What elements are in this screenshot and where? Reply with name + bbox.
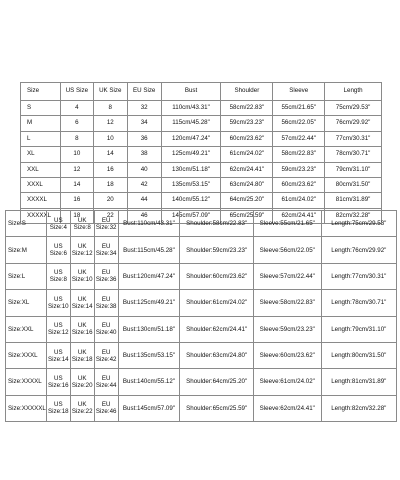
table-cell: 145cm/57.09" bbox=[161, 208, 221, 223]
region-size-value: Size:6 bbox=[49, 250, 67, 258]
region-size-value: Size:42 bbox=[95, 355, 117, 363]
table-cell: XXXL bbox=[21, 177, 61, 192]
measurement-cell: Sleeve:56cm/22.05" bbox=[253, 237, 321, 263]
region-size-value: Size:4 bbox=[49, 223, 67, 231]
region-size-value: Size:8 bbox=[49, 276, 67, 284]
region-label: US bbox=[54, 322, 63, 330]
region-size-cell bbox=[46, 211, 70, 237]
table-cell: 44 bbox=[127, 193, 161, 208]
table-cell: 8 bbox=[93, 101, 127, 116]
table-cell: 16 bbox=[93, 162, 127, 177]
region-label: EU bbox=[101, 401, 111, 409]
size-cell: Size:S bbox=[6, 211, 47, 237]
region-size-cell bbox=[94, 342, 118, 368]
table-cell: 32 bbox=[127, 101, 161, 116]
table-row bbox=[21, 131, 382, 146]
region-label: UK bbox=[77, 374, 87, 382]
table-cell: 59cm/23.23" bbox=[221, 116, 273, 131]
table-cell: 16 bbox=[60, 193, 93, 208]
region-size-value: Size:36 bbox=[95, 276, 117, 284]
region-size-value: Size:18 bbox=[71, 355, 93, 363]
region-size-cell bbox=[70, 211, 94, 237]
region-size-value: Size:12 bbox=[71, 250, 93, 258]
region-size-cell bbox=[46, 263, 70, 289]
size-cell: Size:M bbox=[6, 237, 47, 263]
measurement-cell: Bust:120cm/47.24" bbox=[118, 263, 180, 289]
measurement-cell: Length:81cm/31.89" bbox=[321, 369, 396, 395]
table-cell: 64cm/25.20" bbox=[221, 193, 273, 208]
table-cell: 22 bbox=[93, 208, 127, 223]
table-header-row bbox=[21, 83, 382, 101]
table-cell: 135cm/53.15" bbox=[161, 177, 221, 192]
measurement-cell: Bust:115cm/45.28" bbox=[118, 237, 180, 263]
region-size-value: Size:14 bbox=[47, 355, 69, 363]
table-cell: 46 bbox=[127, 208, 161, 223]
table-row bbox=[6, 395, 397, 421]
measurement-cell: Bust:110cm/43.31" bbox=[118, 211, 180, 237]
table-row bbox=[6, 237, 397, 263]
table-cell: 62cm/24.41" bbox=[273, 208, 325, 223]
region-size-value: Size:10 bbox=[47, 302, 69, 310]
region-label: UK bbox=[77, 269, 87, 277]
region-size-value: Size:20 bbox=[71, 382, 93, 390]
region-size-value: Size:14 bbox=[71, 302, 93, 310]
region-label: US bbox=[54, 242, 63, 250]
region-size-cell bbox=[94, 211, 118, 237]
table-cell: 18 bbox=[93, 177, 127, 192]
column-header: Bust bbox=[161, 83, 221, 101]
measurement-cell: Shoulder:64cm/25.20" bbox=[180, 369, 254, 395]
table-cell: 80cm/31.50" bbox=[325, 177, 382, 192]
table-cell: 78cm/30.71" bbox=[325, 147, 382, 162]
measurement-cell: Bust:130cm/51.18" bbox=[118, 316, 180, 342]
region-label: EU bbox=[101, 269, 111, 277]
column-header: Size bbox=[21, 83, 61, 101]
measurement-cell: Bust:140cm/55.12" bbox=[118, 369, 180, 395]
region-size-value: Size:16 bbox=[71, 329, 93, 337]
table-row bbox=[6, 290, 397, 316]
table-row bbox=[21, 147, 382, 162]
region-size-cell bbox=[94, 263, 118, 289]
region-label: EU bbox=[101, 322, 111, 330]
table-cell: 60cm/23.62" bbox=[221, 131, 273, 146]
measurement-cell: Shoulder:65cm/25.59" bbox=[180, 395, 254, 421]
table-row bbox=[21, 177, 382, 192]
region-label: UK bbox=[77, 322, 87, 330]
column-header: Shoulder bbox=[221, 83, 273, 101]
region-size-cell bbox=[70, 369, 94, 395]
table-row bbox=[6, 369, 397, 395]
column-header: UK Size bbox=[93, 83, 127, 101]
table-row bbox=[6, 263, 397, 289]
region-label: UK bbox=[77, 242, 87, 250]
table-cell: 82cm/32.28" bbox=[325, 208, 382, 223]
table-cell: 10 bbox=[60, 147, 93, 162]
region-size-cell bbox=[70, 263, 94, 289]
column-header: Length bbox=[325, 83, 382, 101]
region-size-value: Size:16 bbox=[47, 382, 69, 390]
table-cell: 76cm/29.92" bbox=[325, 116, 382, 131]
table-cell: 63cm/24.80" bbox=[221, 177, 273, 192]
size-cell: Size:XL bbox=[6, 290, 47, 316]
region-size-value: Size:38 bbox=[95, 302, 117, 310]
table-cell: 10 bbox=[93, 131, 127, 146]
table-cell: 58cm/22.83" bbox=[273, 147, 325, 162]
table-cell: 12 bbox=[60, 162, 93, 177]
region-label: EU bbox=[101, 242, 111, 250]
measurement-cell: Shoulder:61cm/24.02" bbox=[180, 290, 254, 316]
region-size-value: Size:22 bbox=[71, 408, 93, 416]
region-size-cell bbox=[94, 290, 118, 316]
size-cell: Size:XXXXXL bbox=[6, 395, 47, 421]
table-cell: 57cm/22.44" bbox=[273, 131, 325, 146]
table-row bbox=[21, 193, 382, 208]
region-size-cell bbox=[94, 316, 118, 342]
table-row bbox=[21, 101, 382, 116]
region-label: UK bbox=[77, 216, 87, 224]
table-cell: 58cm/22.83" bbox=[221, 101, 273, 116]
measurement-cell: Sleeve:60cm/23.62" bbox=[253, 342, 321, 368]
size-cell: Size:L bbox=[6, 263, 47, 289]
table-cell: 20 bbox=[93, 193, 127, 208]
measurement-cell: Length:78cm/30.71" bbox=[321, 290, 396, 316]
measurement-cell: Sleeve:61cm/24.02" bbox=[253, 369, 321, 395]
region-label: US bbox=[54, 216, 63, 224]
table-row bbox=[21, 116, 382, 131]
region-size-value: Size:12 bbox=[47, 329, 69, 337]
table-cell: 18 bbox=[60, 208, 93, 223]
region-size-value: Size:8 bbox=[73, 223, 91, 231]
table-cell: 36 bbox=[127, 131, 161, 146]
table-cell: 60cm/23.62" bbox=[273, 177, 325, 192]
measurement-cell: Sleeve:62cm/24.41" bbox=[253, 395, 321, 421]
table-cell: S bbox=[21, 101, 61, 116]
region-size-cell bbox=[94, 369, 118, 395]
table-row bbox=[6, 211, 397, 237]
measurement-cell: Shoulder:59cm/23.23" bbox=[180, 237, 254, 263]
table-cell: M bbox=[21, 116, 61, 131]
table-cell: L bbox=[21, 131, 61, 146]
table-cell: XXXXL bbox=[21, 193, 61, 208]
region-label: UK bbox=[77, 295, 87, 303]
table-cell: 61cm/24.02" bbox=[273, 193, 325, 208]
table-cell: 56cm/22.05" bbox=[273, 116, 325, 131]
size-cell: Size:XXXXL bbox=[6, 369, 47, 395]
table-cell: 79cm/31.10" bbox=[325, 162, 382, 177]
measurement-cell: Bust:135cm/53.15" bbox=[118, 342, 180, 368]
region-size-value: Size:46 bbox=[95, 408, 117, 416]
column-header: US Size bbox=[60, 83, 93, 101]
table-cell: 14 bbox=[60, 177, 93, 192]
measurement-cell: Length:80cm/31.50" bbox=[321, 342, 396, 368]
measurement-cell: Sleeve:55cm/21.65" bbox=[253, 211, 321, 237]
measurement-cell: Shoulder:63cm/24.80" bbox=[180, 342, 254, 368]
size-cell: Size:XXL bbox=[6, 316, 47, 342]
region-size-value: Size:18 bbox=[47, 408, 69, 416]
region-size-cell bbox=[94, 395, 118, 421]
region-size-cell bbox=[46, 395, 70, 421]
region-size-cell bbox=[46, 342, 70, 368]
table-cell: 6 bbox=[60, 116, 93, 131]
region-size-value: Size:10 bbox=[71, 276, 93, 284]
measurement-cell: Length:79cm/31.10" bbox=[321, 316, 396, 342]
column-header: EU Size bbox=[127, 83, 161, 101]
measurement-cell: Length:75cm/29.53" bbox=[321, 211, 396, 237]
region-size-value: Size:34 bbox=[95, 250, 117, 258]
region-size-cell bbox=[46, 369, 70, 395]
table-cell: 40 bbox=[127, 162, 161, 177]
table-cell: 34 bbox=[127, 116, 161, 131]
region-label: UK bbox=[77, 348, 87, 356]
region-label: US bbox=[54, 401, 63, 409]
region-label: EU bbox=[101, 216, 111, 224]
measurement-cell: Shoulder:58cm/22.83" bbox=[180, 211, 254, 237]
region-label: EU bbox=[101, 348, 111, 356]
table-cell: 42 bbox=[127, 177, 161, 192]
table-cell: 4 bbox=[60, 101, 93, 116]
table-cell: XXXXXL bbox=[21, 208, 61, 223]
table-row bbox=[6, 316, 397, 342]
region-label: US bbox=[54, 295, 63, 303]
region-label: EU bbox=[101, 295, 111, 303]
table-cell: 115cm/45.28" bbox=[161, 116, 221, 131]
region-size-value: Size:32 bbox=[95, 223, 117, 231]
size-chart-table bbox=[20, 82, 382, 224]
column-header: Sleeve bbox=[273, 83, 325, 101]
region-size-cell bbox=[46, 237, 70, 263]
region-size-cell bbox=[94, 237, 118, 263]
region-size-cell bbox=[70, 316, 94, 342]
measurement-cell: Length:77cm/30.31" bbox=[321, 263, 396, 289]
table-cell: 38 bbox=[127, 147, 161, 162]
table-cell: 12 bbox=[93, 116, 127, 131]
measurement-cell: Sleeve:59cm/23.23" bbox=[253, 316, 321, 342]
size-cell: Size:XXXL bbox=[6, 342, 47, 368]
table-cell: 8 bbox=[60, 131, 93, 146]
region-size-cell bbox=[46, 290, 70, 316]
measurement-cell: Sleeve:58cm/22.83" bbox=[253, 290, 321, 316]
table-cell: 14 bbox=[93, 147, 127, 162]
measurement-cell: Bust:145cm/57.09" bbox=[118, 395, 180, 421]
region-label: US bbox=[54, 374, 63, 382]
table-cell: 140cm/55.12" bbox=[161, 193, 221, 208]
table-cell: 130cm/51.18" bbox=[161, 162, 221, 177]
region-label: EU bbox=[101, 374, 111, 382]
measurement-cell: Length:76cm/29.92" bbox=[321, 237, 396, 263]
measurement-cell: Shoulder:62cm/24.41" bbox=[180, 316, 254, 342]
table-cell: 59cm/23.23" bbox=[273, 162, 325, 177]
region-size-value: Size:44 bbox=[95, 382, 117, 390]
table-cell: 110cm/43.31" bbox=[161, 101, 221, 116]
region-size-value: Size:40 bbox=[95, 329, 117, 337]
region-size-cell bbox=[70, 395, 94, 421]
measurement-cell: Sleeve:57cm/22.44" bbox=[253, 263, 321, 289]
measurement-cell: Length:82cm/32.28" bbox=[321, 395, 396, 421]
region-label: US bbox=[54, 348, 63, 356]
table-cell: 120cm/47.24" bbox=[161, 131, 221, 146]
table-cell: 75cm/29.53" bbox=[325, 101, 382, 116]
table-cell: 81cm/31.89" bbox=[325, 193, 382, 208]
table-cell: 125cm/49.21" bbox=[161, 147, 221, 162]
size-chart-detailed-table bbox=[5, 210, 397, 422]
measurement-cell: Bust:125cm/49.21" bbox=[118, 290, 180, 316]
measurement-cell: Shoulder:60cm/23.62" bbox=[180, 263, 254, 289]
table-row bbox=[21, 162, 382, 177]
table-cell: 55cm/21.65" bbox=[273, 101, 325, 116]
table-cell: 65cm/25.59" bbox=[221, 208, 273, 223]
table-cell: XXL bbox=[21, 162, 61, 177]
region-label: UK bbox=[77, 401, 87, 409]
table-cell: 62cm/24.41" bbox=[221, 162, 273, 177]
region-size-cell bbox=[70, 237, 94, 263]
region-size-cell bbox=[70, 342, 94, 368]
table-cell: 77cm/30.31" bbox=[325, 131, 382, 146]
table-row bbox=[6, 342, 397, 368]
region-size-cell bbox=[46, 316, 70, 342]
region-size-cell bbox=[70, 290, 94, 316]
table-cell: XL bbox=[21, 147, 61, 162]
table-cell: 61cm/24.02" bbox=[221, 147, 273, 162]
region-label: US bbox=[54, 269, 63, 277]
